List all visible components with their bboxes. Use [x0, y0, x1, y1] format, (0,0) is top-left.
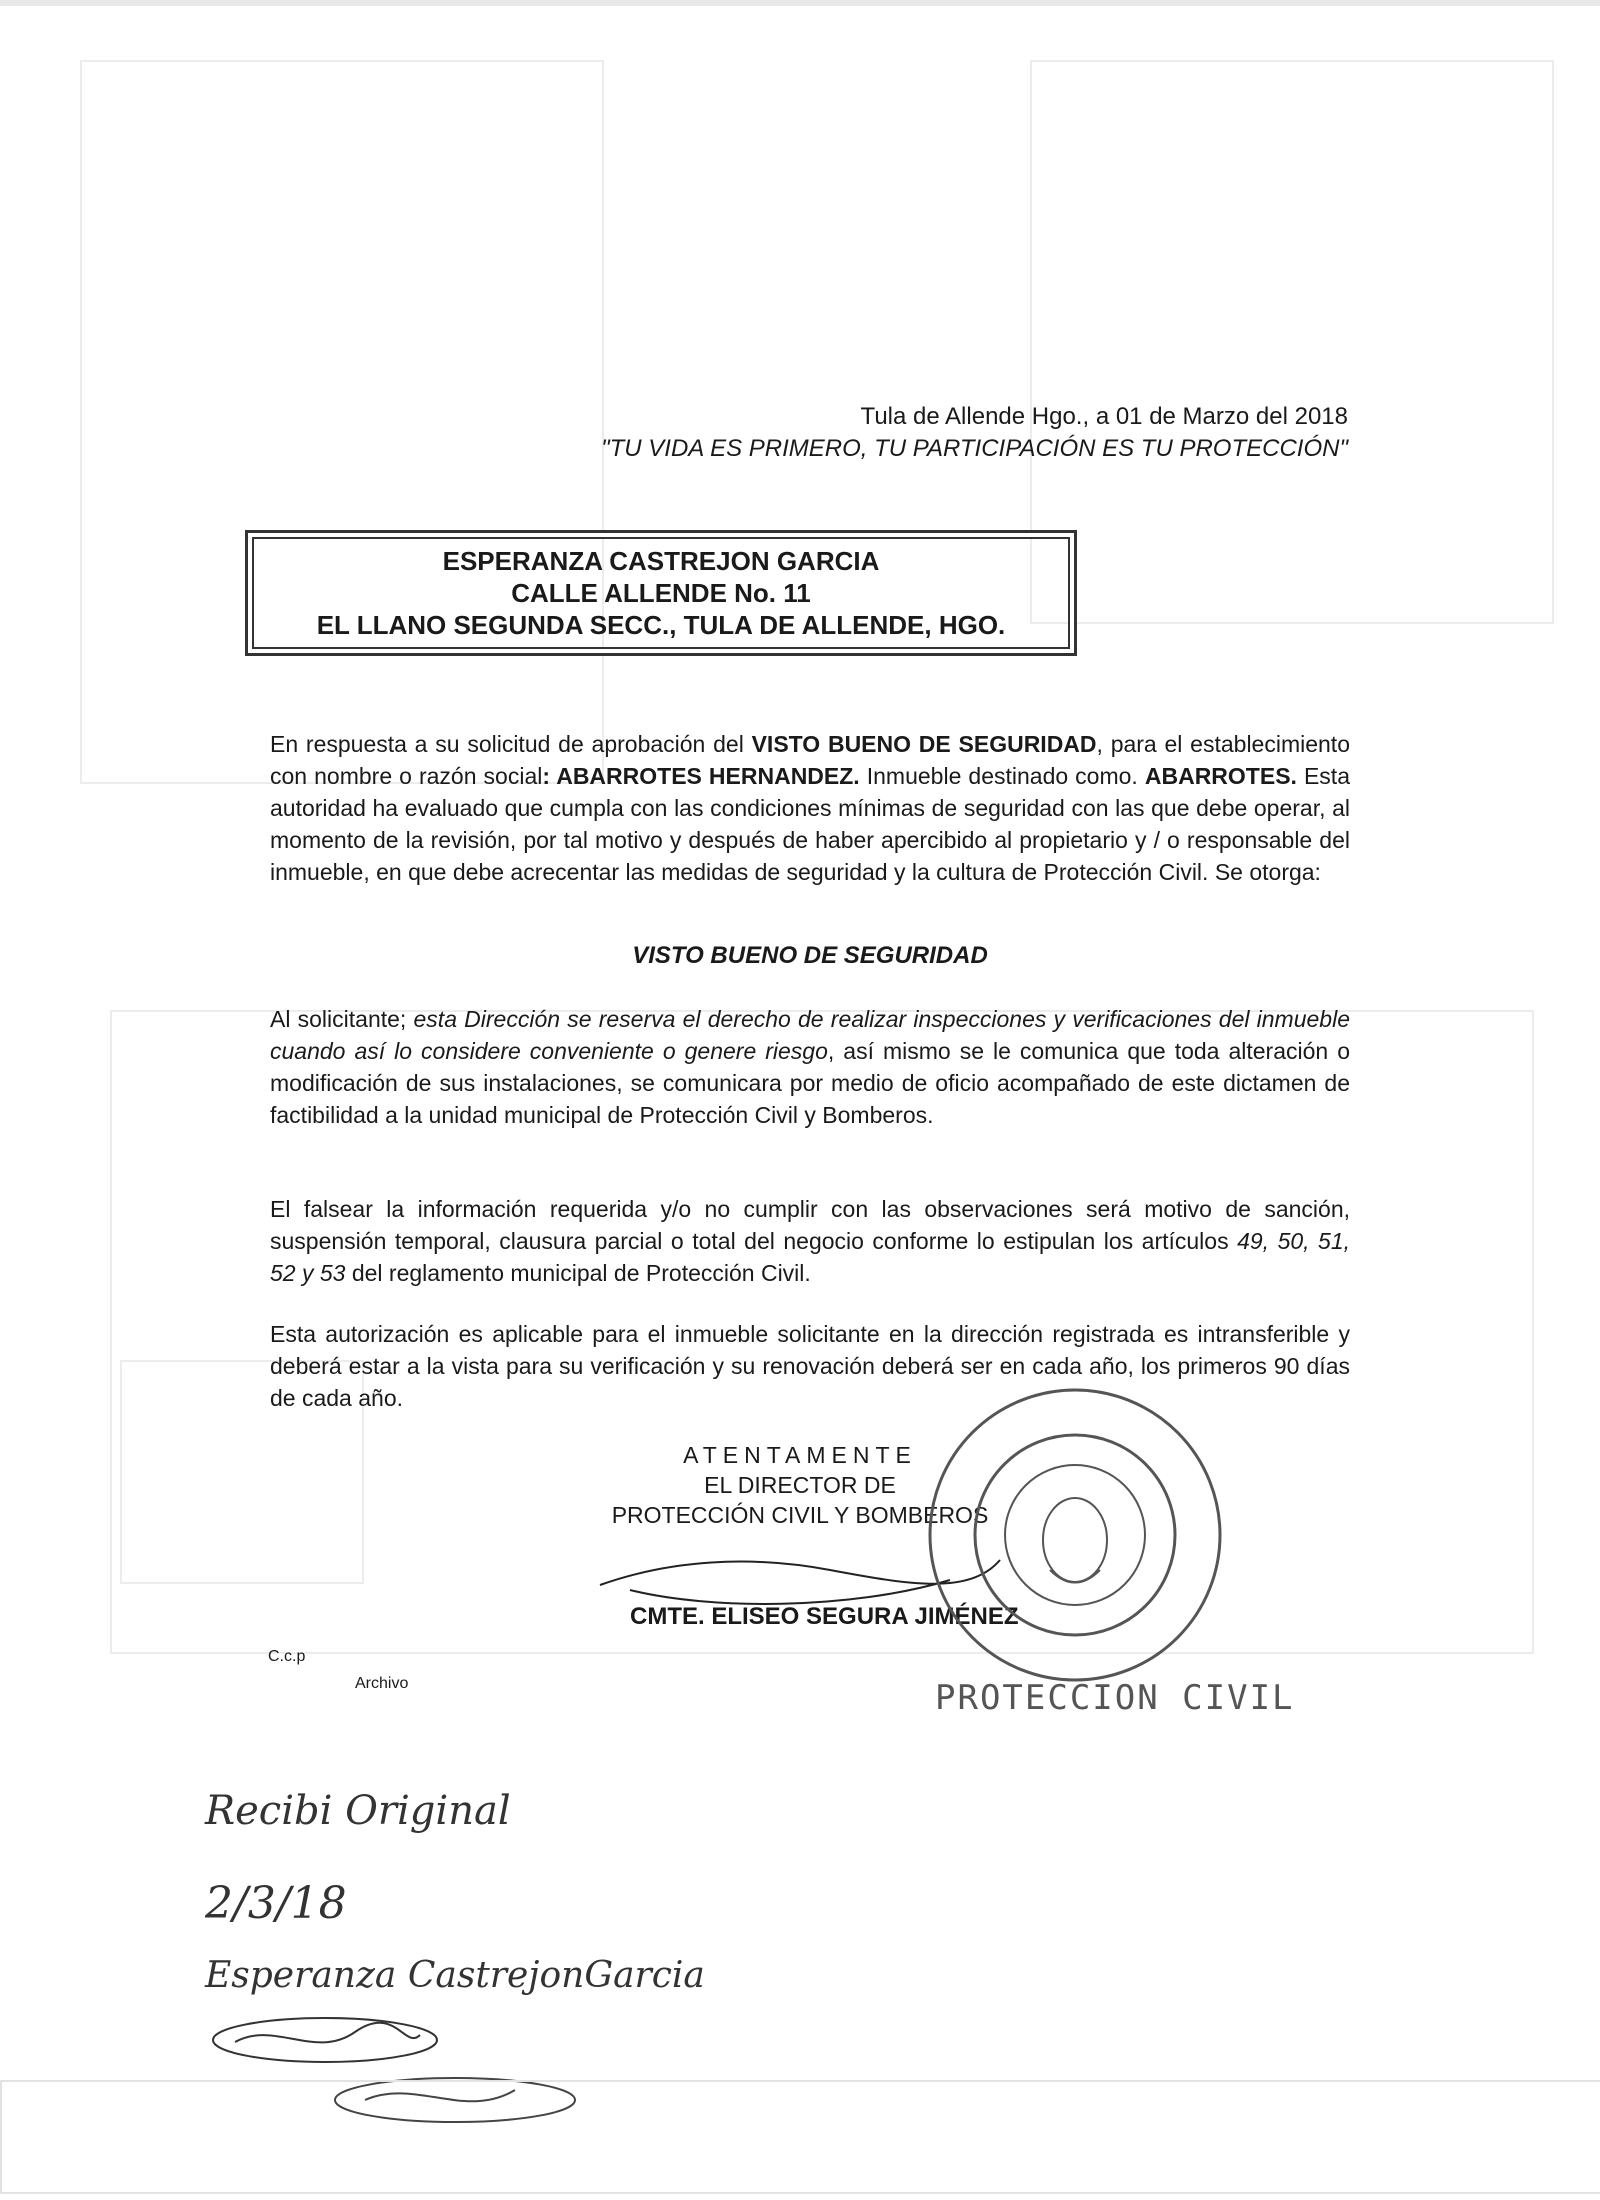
official-seal-icon	[920, 1380, 1230, 1690]
handwritten-received: Recibi Original	[205, 1788, 511, 1834]
paragraph-sanctions	[270, 1193, 1350, 1289]
paragraph-request	[270, 728, 1350, 888]
recipient-locality: EL LLANO SEGUNDA SECC., TULA DE ALLENDE, HGO.	[316, 610, 1006, 640]
p3-italic-articles: 49, 50, 51, 52 y 53	[270, 1228, 1351, 1286]
p1-bold-use: ABARROTES.	[1144, 763, 1297, 789]
ghost-left-panel	[80, 60, 604, 784]
handwritten-date: 2/3/18	[205, 1878, 347, 1929]
ccp-label: C.c.p	[268, 1648, 306, 1665]
salutation: ATENTAMENTE	[683, 1442, 917, 1468]
bottom-page-edge	[0, 2080, 1600, 2194]
director-role-line-2: PROTECCIÓN CIVIL Y BOMBEROS	[611, 1502, 989, 1528]
recipient-address-box	[245, 530, 1077, 656]
handwritten-name: Esperanza CastrejonGarcia	[205, 1955, 705, 1996]
handwritten-initials-scribble	[205, 2010, 445, 2070]
archivo-label: Archivo	[355, 1675, 409, 1692]
p1-text-3: Inmueble destinado como.	[859, 763, 1145, 789]
motto: "TU VIDA ES PRIMERO, TU PARTICIPACIÓN ES TU PROTECCIÓN"	[601, 435, 1348, 462]
p1-text-4: Esta autoridad ha evaluado que cumpla con las condiciones mínimas de seguridad con las que debe operar, al momento de la revisión, por tal motivo y después de haber apercibido al propietario y / o responsable del inmueble, en que debe acrecentar las medidas de seguridad y la cultura de Protección Civil. Se otorga:	[270, 763, 1350, 885]
p1-text-2: , para el establecimiento con nombre o razón social	[270, 731, 1350, 789]
p2-text-2: , así mismo se le comunica que toda alteración o modificación de sus instalaciones, se comunicara por medio de oficio acompañado de este dictamen de factibilidad a la unidad municipal de Protección Civil y Bomberos.	[270, 1038, 1350, 1128]
p2-text-1: Al solicitante;	[270, 1006, 414, 1032]
approval-title: VISTO BUENO DE SEGURIDAD	[632, 942, 988, 969]
paragraph-authorization: Esta autorización es aplicable para el inmueble solicitante en la dirección registrada es intransferible y deberá estar a la vista para su verificación y su renovación deberá ser en cada año, los primeros 90 días de cada año.	[270, 1321, 1350, 1411]
recipient-name: ESPERANZA CASTREJON GARCIA	[442, 546, 880, 576]
p1-bold-visto-bueno: VISTO BUENO DE SEGURIDAD	[751, 731, 1097, 757]
place-and-date: Tula de Allende Hgo., a 01 de Marzo del 2018	[860, 403, 1348, 430]
p1-bold-business-name: : ABARROTES HERNANDEZ.	[542, 763, 860, 789]
ghost-right-panel	[1030, 60, 1554, 624]
p3-text-1: El falsear la información requerida y/o no cumplir con las observaciones será motivo de sanción, suspensión temporal, clausura parcial o total del negocio conforme lo estipulan los artículos	[270, 1196, 1350, 1254]
scan-edge	[0, 0, 1600, 6]
recipient-street: CALLE ALLENDE No. 11	[511, 578, 811, 608]
paragraph-applicant	[270, 1003, 1350, 1131]
p1-text-1: En respuesta a su solicitud de aprobación del	[270, 731, 752, 757]
p3-text-2: del reglamento municipal de Protección Civil.	[345, 1260, 811, 1286]
seal-stamp-text: PROTECCION CIVIL	[935, 1678, 1295, 1718]
signer-name: CMTE. ELISEO SEGURA JIMÉNEZ	[630, 1603, 1019, 1630]
director-role-line-1: EL DIRECTOR DE	[704, 1472, 896, 1498]
p2-italic-reservation: esta Dirección se reserva el derecho de realizar inspecciones y verificaciones del inmueble cuando así lo considere conveniente o genere riesgo	[270, 1006, 1350, 1064]
